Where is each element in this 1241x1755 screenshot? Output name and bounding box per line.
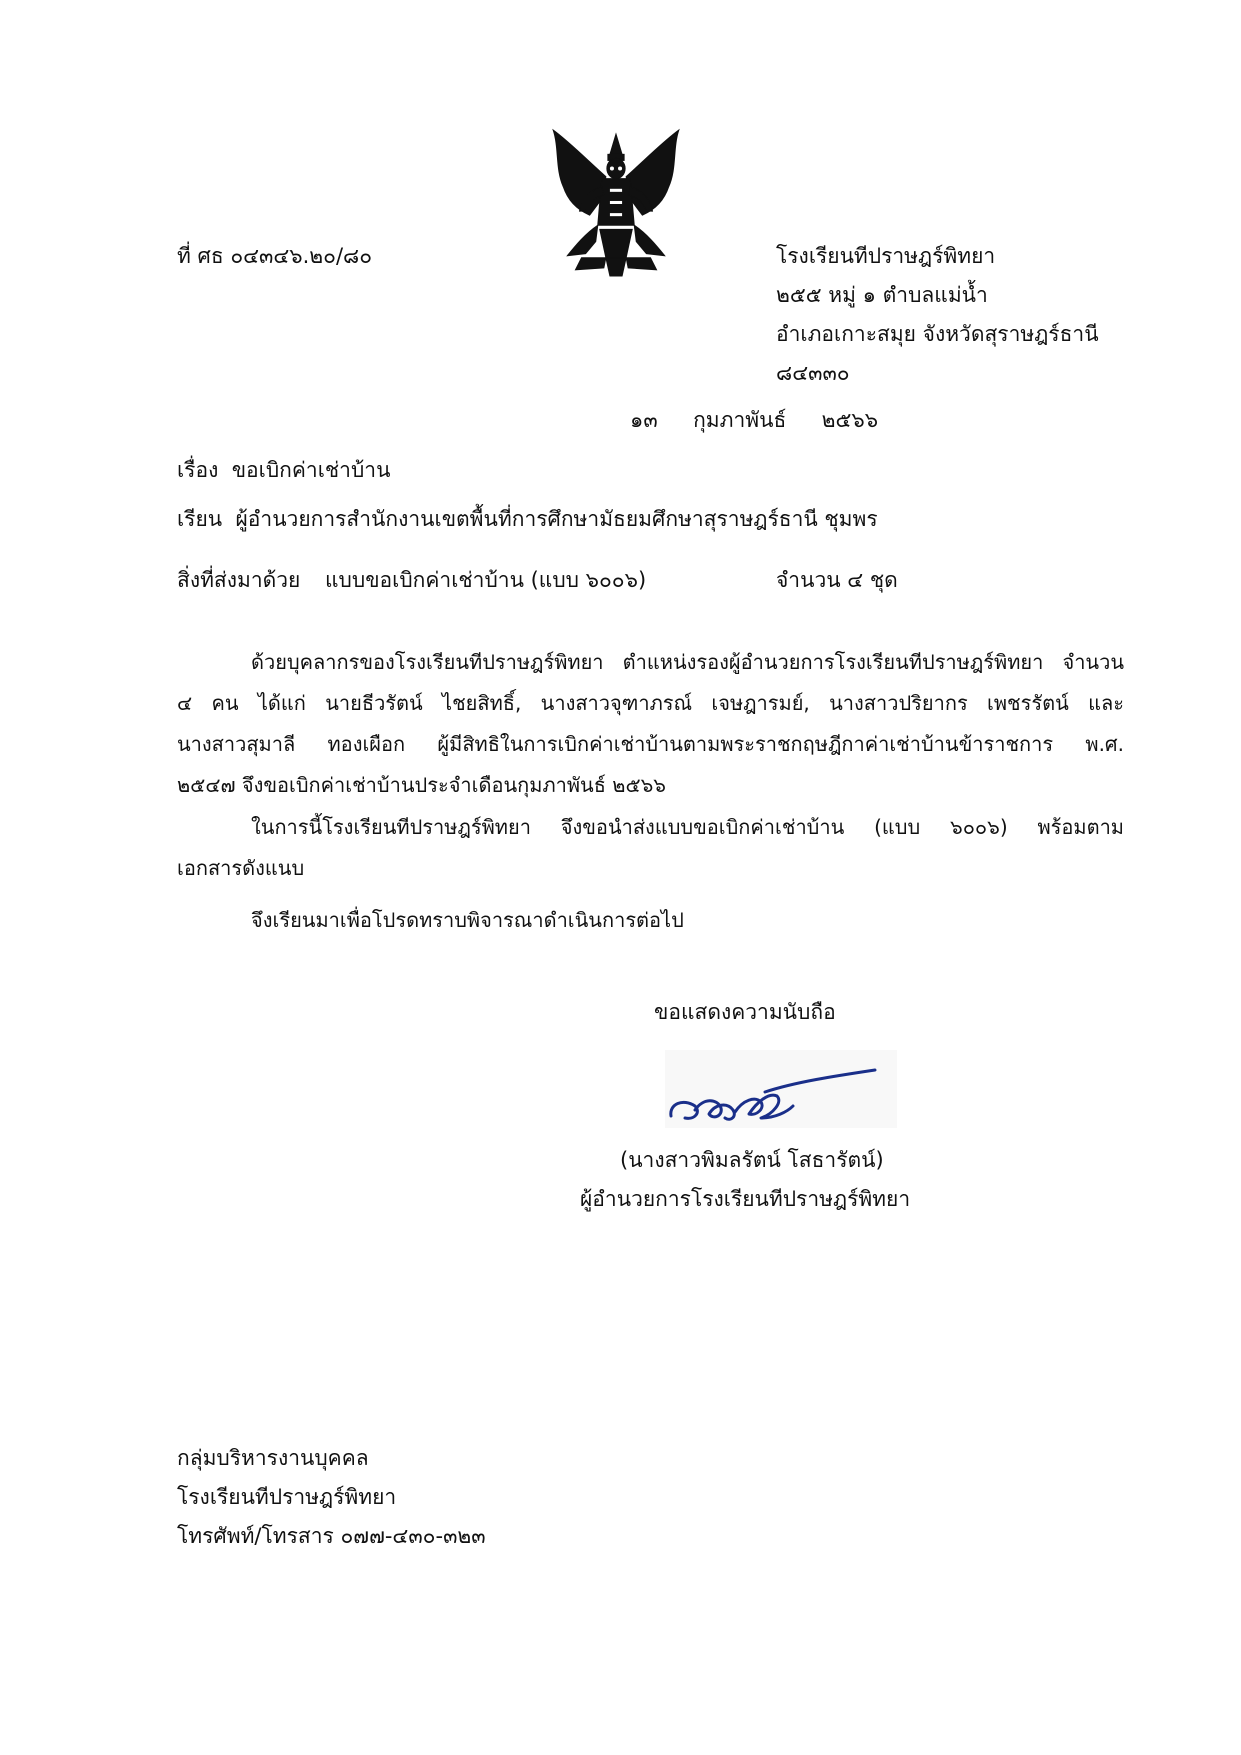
body-p1-line: นางสาวสุมาลี ทองเผือก ผู้มีสิทธิในการเบิกค่าเช่าบ้านตามพระราชกฤษฎีกาค่าเช่าบ้านข้าราชการ พ.ศ. xyxy=(177,732,1124,756)
closing-phrase: ขอแสดงความนับถือ xyxy=(654,1000,836,1024)
footer-phone: โทรศัพท์/โทรสาร ๐๗๗-๔๓๐-๓๒๓ xyxy=(177,1524,486,1548)
sender-address-line-3: อำเภอเกาะสมุย จังหวัดสุราษฎร์ธานี xyxy=(776,322,1099,346)
date-month: กุมภาพันธ์ xyxy=(693,408,787,432)
date-year: ๒๕๖๖ xyxy=(821,408,879,432)
body-p2-line: ในการนี้โรงเรียนทีปราษฎร์พิทยา จึงขอนำส่งแบบขอเบิกค่าเช่าบ้าน (แบบ ๖๐๐๖) พร้อมตาม xyxy=(251,815,1124,839)
body-p2-line: เอกสารดังแนบ xyxy=(177,856,305,880)
letter-date xyxy=(630,408,878,433)
date-day: ๑๓ xyxy=(630,408,658,432)
recipient-label: เรียน xyxy=(177,507,223,531)
body-paragraph-2 xyxy=(177,807,1124,889)
subject-label: เรื่อง xyxy=(177,458,219,482)
body-paragraph-1 xyxy=(177,642,1124,806)
footer-department: กลุ่มบริหารงานบุคคล xyxy=(177,1446,369,1470)
subject-text: ขอเบิกค่าเช่าบ้าน xyxy=(231,458,391,482)
subject-line xyxy=(177,458,390,483)
sender-postal-code: ๘๔๓๓๐ xyxy=(776,361,850,385)
body-p1-line: ๔ คน ได้แก่ นายธีวรัตน์ ไชยสิทธิ์, นางสาวจุฑาภรณ์ เจษฎารมย์, นางสาวปริยากร เพชรรัตน์ และ xyxy=(177,691,1124,715)
body-p1-line: ด้วยบุคลากรของโรงเรียนทีปราษฎร์พิทยา ตำแหน่งรองผู้อำนวยการโรงเรียนทีปราษฎร์พิทยา จำนวน xyxy=(251,650,1124,674)
sender-address-line-2: ๒๕๕ หมู่ ๑ ตำบลแม่น้ำ xyxy=(776,283,988,307)
enclosure-text: แบบขอเบิกค่าเช่าบ้าน (แบบ ๖๐๐๖) xyxy=(325,568,647,592)
body-paragraph-3: จึงเรียนมาเพื่อโปรดทราบพิจารณาดำเนินการต่อไป xyxy=(251,908,684,932)
handwritten-signature xyxy=(665,1062,895,1132)
footer-school: โรงเรียนทีปราษฎร์พิทยา xyxy=(177,1485,397,1509)
recipient-line xyxy=(177,507,878,532)
reference-number: ที่ ศธ ๐๔๓๔๖.๒๐/๘๐ xyxy=(177,244,373,268)
sender-address-line-1: โรงเรียนทีปราษฎร์พิทยา xyxy=(776,244,996,268)
garuda-emblem-icon xyxy=(545,128,687,280)
signer-position: ผู้อำนวยการโรงเรียนทีปราษฎร์พิทยา xyxy=(580,1187,911,1211)
recipient-text: ผู้อำนวยการสำนักงานเขตพื้นที่การศึกษามัธยมศึกษาสุราษฎร์ธานี ชุมพร xyxy=(235,507,878,531)
enclosure-count: จำนวน ๔ ชุด xyxy=(776,568,898,592)
enclosure-label: สิ่งที่ส่งมาด้วย xyxy=(177,568,301,592)
signer-name: (นางสาวพิมลรัตน์ โสธารัตน์) xyxy=(620,1148,884,1172)
body-p1-line: ๒๕๔๗ จึงขอเบิกค่าเช่าบ้านประจำเดือนกุมภาพันธ์ ๒๕๖๖ xyxy=(177,773,666,797)
